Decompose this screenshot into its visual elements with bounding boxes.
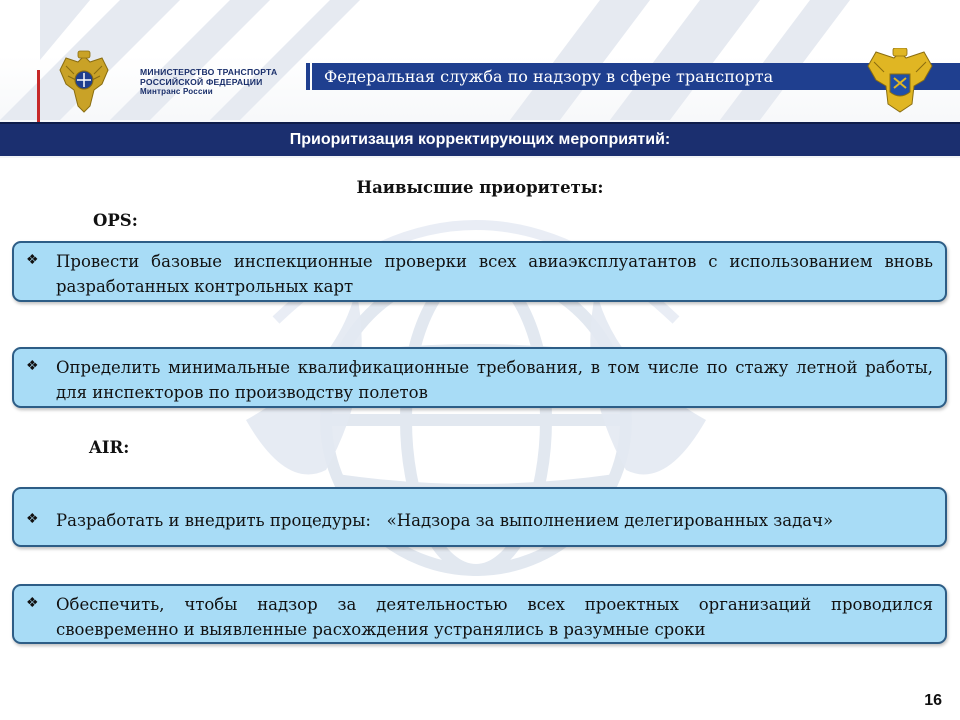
priority-item: [12, 487, 947, 547]
ministry-accent-bar: [37, 70, 40, 122]
priority-item-text: Обеспечить, чтобы надзор за деятельностью всех проектных организаций проводился своевременно и выявленные расхождения устранялись в разумные сроки: [56, 595, 933, 639]
air-section-label: AIR:: [89, 438, 130, 457]
priority-item: [12, 584, 947, 644]
slide-title: Приоритизация корректирующих мероприятий:: [0, 122, 960, 156]
service-banner: Федеральная служба по надзору в сфере транспорта: [312, 63, 960, 90]
ministry-name-line: РОССИЙСКОЙ ФЕДЕРАЦИИ: [140, 77, 263, 87]
priority-item: [12, 241, 947, 302]
ministry-name-short: Минтранс России: [140, 87, 213, 96]
priority-item-text: Разработать и внедрить процедуры: «Надзора за выполнением делегированных задач»: [56, 511, 834, 530]
ministry-name: [140, 67, 277, 97]
priority-item: [12, 347, 947, 408]
diamond-bullet-icon: ❖: [26, 252, 39, 268]
header-stripes-decoration: [0, 0, 960, 120]
ministry-name-line: МИНИСТЕРСТВО ТРАНСПОРТА: [140, 67, 278, 77]
banner-edge: [306, 63, 310, 90]
slide-header: [0, 0, 960, 158]
priority-item-text: Определить минимальные квалификационные требования, в том числе по стажу летной работы, для инспекторов по производству полетов: [56, 358, 933, 402]
page-number: 16: [924, 692, 942, 709]
diamond-bullet-icon: ❖: [26, 595, 39, 611]
diamond-bullet-icon: ❖: [26, 511, 39, 527]
priority-item-text: Провести базовые инспекционные проверки всех авиаэксплуатантов с использованием вновь разработанных контрольных карт: [56, 252, 933, 296]
ops-section-label: OPS:: [93, 211, 138, 230]
service-eagle-emblem-icon: [862, 48, 938, 116]
priorities-heading: Наивысшие приоритеты:: [356, 178, 604, 197]
diamond-bullet-icon: ❖: [26, 358, 39, 374]
ministry-eagle-emblem-icon: [56, 50, 112, 116]
